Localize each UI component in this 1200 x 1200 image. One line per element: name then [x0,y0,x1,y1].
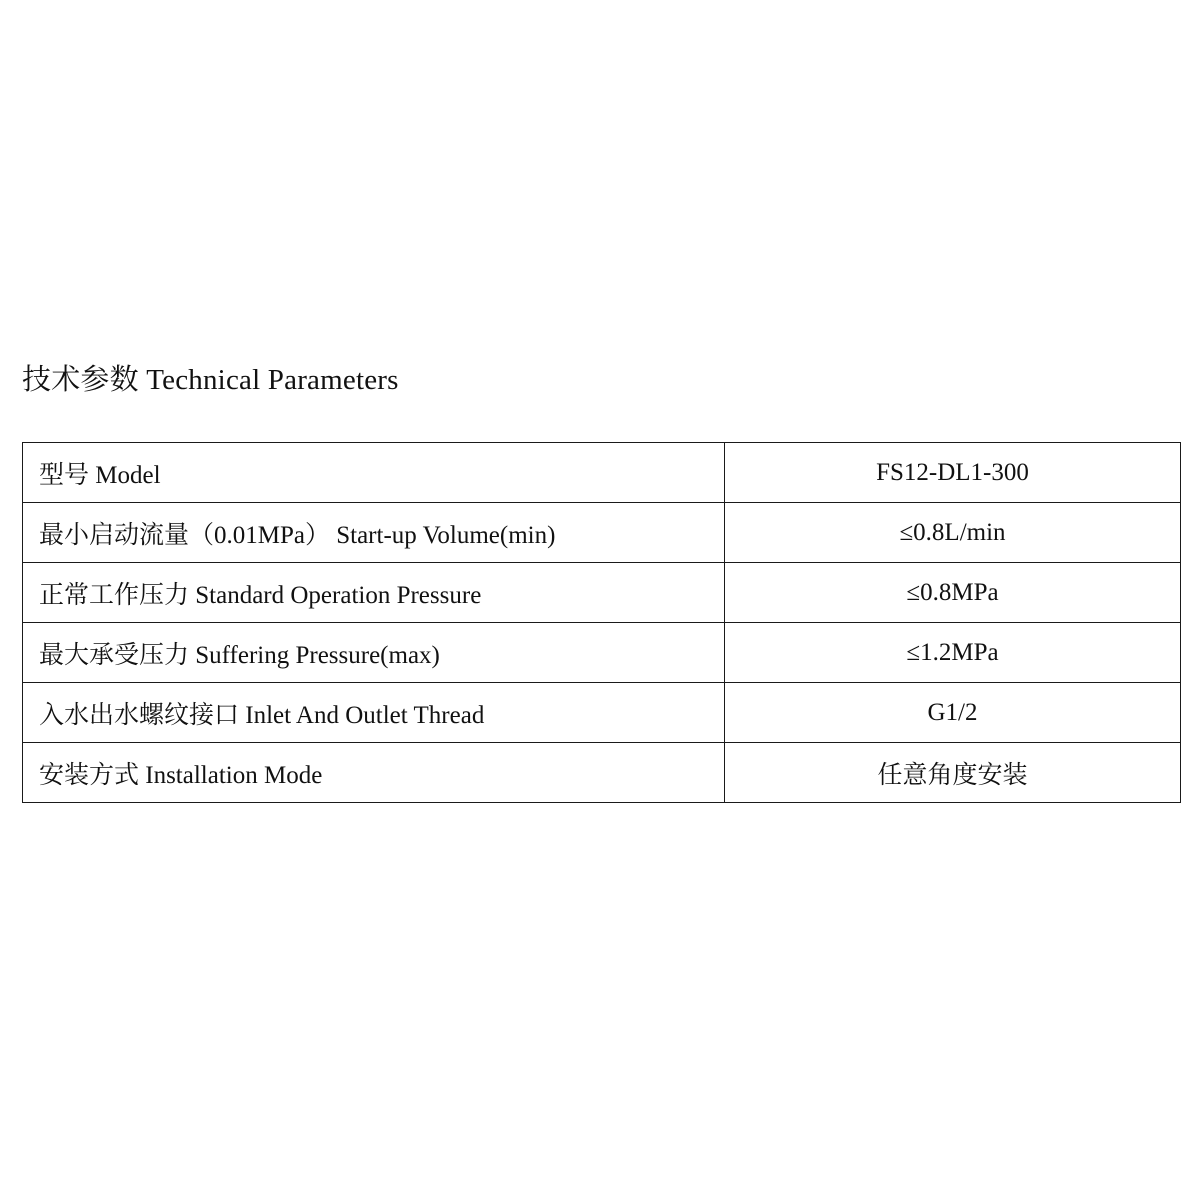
param-label: 型号 Model [23,443,725,503]
param-label: 最小启动流量（0.01MPa） Start-up Volume(min) [23,503,725,563]
param-value: ≤1.2MPa [725,623,1181,683]
param-label: 正常工作压力 Standard Operation Pressure [23,563,725,623]
page-title: 技术参数 Technical Parameters [22,364,399,396]
table-row [23,623,1181,683]
param-value: FS12-DL1-300 [725,443,1181,503]
param-value: G1/2 [725,683,1181,743]
table-row [23,443,1181,503]
table-row [23,563,1181,623]
technical-parameters-table [22,442,1181,803]
table-row [23,743,1181,803]
param-label: 安装方式 Installation Mode [23,743,725,803]
table-row [23,683,1181,743]
param-value: ≤0.8MPa [725,563,1181,623]
param-value: 任意角度安装 [725,743,1181,803]
param-value: ≤0.8L/min [725,503,1181,563]
param-label: 入水出水螺纹接口 Inlet And Outlet Thread [23,683,725,743]
table-row [23,503,1181,563]
param-label: 最大承受压力 Suffering Pressure(max) [23,623,725,683]
